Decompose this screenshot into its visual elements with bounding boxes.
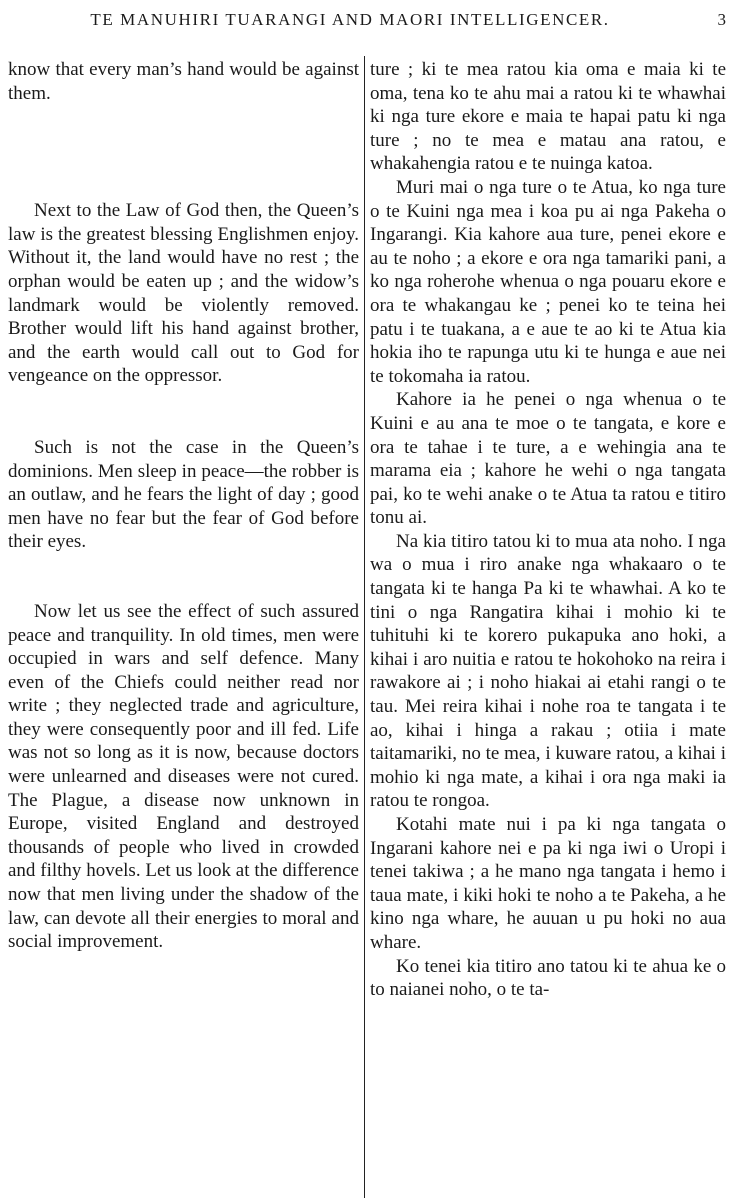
masthead-title: TE MANUHIRI TUARANGI AND MAORI INTELLIGENCER.: [90, 10, 610, 29]
maori-paragraph: Na kia titiro tatou ki to mua ata noho. I nga wa o mua i riro anake nga whakaaro o te tangata ki te hanga Pa ki te whawhai. A ko te tini o nga Rangatira kihai i mohio ki te tuhituhi ki te korero pukapuka ano hoki, a kihai i aro nuitia e ratou te hokohoko na reira i rawakore ai ; i noho hiakai ai etahi rangi o te tau. Mei reira kihai i nohe roa te tangata i te ao, kihai i hinga a rakau ; otiia i mate taitamariki, no te mea, i kuware ratou, a kihai i mohio ki nga mate, a kihai i ora nga maki ia ratou te rongoa.: [370, 530, 726, 812]
english-column: [8, 58, 359, 954]
maori-column: [370, 58, 726, 1002]
page-number: 3: [717, 10, 726, 29]
english-paragraph: know that every man’s hand would be against them.: [8, 59, 359, 104]
maori-paragraph: Kahore ia he penei o nga whenua o te Kuini e au ana te moe o te tangata, e kore e ora te tahae i te ture, a e wehingia ana te marama eia ; kahore he wehi o nga tangata pai, ko te wehi anake o te Atua ta ratou e titiro tonu ai.: [370, 389, 726, 529]
english-paragraph: Such is not the case in the Queen’s dominions. Men sleep in peace—the robber is an outlaw, and he fears the light of day ; good men have no fear but the fear of God before their eyes.: [8, 436, 359, 553]
maori-paragraph: Kotahi mate nui i pa ki nga tangata o Ingarani kahore nei e pa ki nga iwi o Uropi i tenei takiwa ; a he mano nga tangata i hemo i taua mate, i kiki hoki te noho a te Pakeha, a he kino nga whare, he auuan u pu hoki no aua whare.: [370, 814, 726, 953]
maori-paragraph: ture ; ki te mea ratou kia oma e maia ki te oma, tena ko te ahu mai a ratou ki te whawhai ki nga ture ekore e maia te hapai patu ki nga ture ; no te mea e matau ana ratou, e whakahengia ratou e te nuinga katoa.: [370, 59, 726, 175]
english-paragraph: Next to the Law of God then, the Queen’s law is the greatest blessing Englishmen enjoy. Without it, the land would have no rest ; the orphan would be eaten up ; and the widow’s landmark would be violently removed. Brother would lift his hand against brother, and the earth would call out to God for vengeance on the oppressor.: [8, 200, 359, 387]
page-header: [0, 6, 740, 34]
english-paragraph: Now let us see the effect of such assured peace and tranquility. In old times, men were occupied in wars and self defence. Many even of the Chiefs could neither read nor write ; they neglected trade and agriculture, they were consequently poor and ill fed. Life was not so long as it is now, because doctors were unlearned and diseases were not cured. The Plague, a disease now unknown in Europe, visited England and destroyed thousands of people who lived in crowded and filthy hovels. Let us look at the difference now that men living under the shadow of the law, can devote all their energies to moral and social improvement.: [8, 600, 359, 953]
maori-paragraph: Muri mai o nga ture o te Atua, ko nga ture o te Kuini nga mea i koa pu ai nga Pakeha o Ingarangi. Kia kahore aua ture, penei ekore e au te noho ; a ekore e ora nga tamariki pani, a ko nga roherohe whenua o nga pouaru ekore e ora te whakangau ke ; penei ko te teina hei patu i te tuakana, a e aue te ao ki te Atua kia hokia iho te rapunga utu ki te hunga e aue nei te tokomaha ia ratou.: [370, 176, 726, 387]
maori-paragraph: Ko tenei kia titiro ano tatou ki te ahua ke o to naianei noho, o te ta-: [370, 955, 726, 1001]
column-divider: [364, 56, 365, 1198]
